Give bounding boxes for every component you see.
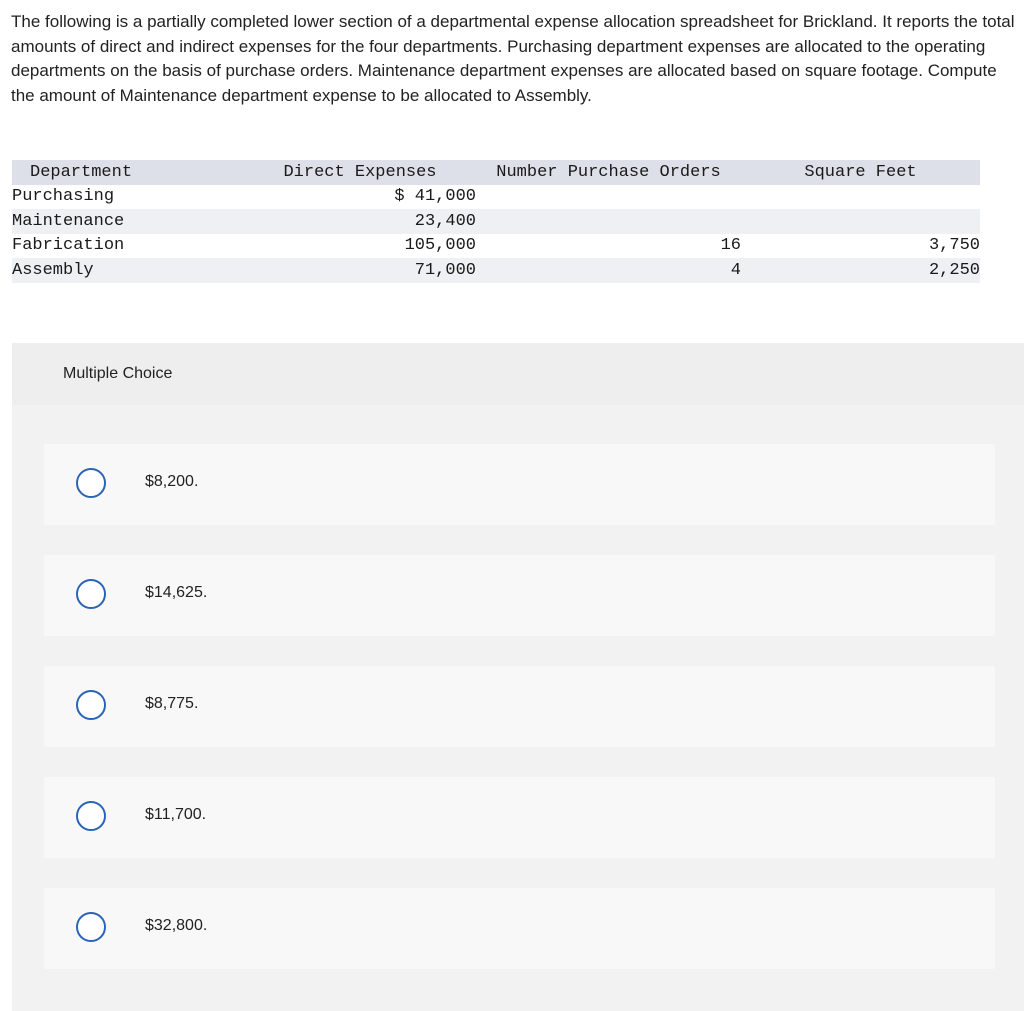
radio-button-icon[interactable] (76, 468, 106, 498)
choice-label[interactable]: $8,200. (145, 473, 199, 490)
multiple-choice-panel (12, 343, 1024, 1011)
direct-expenses-cell: 23,400 (414, 211, 476, 231)
radio-button-icon[interactable] (76, 690, 106, 720)
expense-table-container (12, 160, 980, 283)
square-feet-cell (741, 209, 980, 234)
table-row (12, 185, 980, 210)
purchase-orders-cell: 16 (720, 236, 741, 256)
purchase-orders-cell (476, 185, 741, 210)
square-feet-cell: 2,250 (928, 260, 980, 280)
department-cell: Maintenance (12, 211, 125, 231)
table-row (12, 234, 980, 259)
direct-expenses-cell: $ 41,000 (394, 187, 476, 207)
department-cell: Purchasing (12, 187, 115, 207)
direct-expenses-cell: 105,000 (404, 236, 476, 256)
choice-option-3[interactable] (44, 666, 995, 747)
table-row (12, 209, 980, 234)
choice-option-1[interactable] (44, 444, 995, 525)
purchase-orders-cell: 4 (730, 260, 741, 280)
direct-expenses-cell: 71,000 (414, 260, 476, 280)
square-feet-cell (741, 185, 980, 210)
radio-button-icon[interactable] (76, 801, 106, 831)
square-feet-cell: 3,750 (928, 236, 980, 256)
choice-label[interactable]: $8,775. (145, 695, 199, 712)
choice-option-4[interactable] (44, 777, 995, 858)
department-cell: Assembly (12, 260, 94, 280)
choice-option-2[interactable] (44, 555, 995, 636)
multiple-choice-header (12, 343, 1024, 405)
header-department: Department (30, 162, 133, 182)
choice-label[interactable]: $32,800. (145, 917, 208, 934)
expense-allocation-table (12, 160, 980, 283)
choice-option-5[interactable] (44, 888, 995, 969)
question-text: The following is a partially completed lower section of a departmental expense allocation spreadsheet for Brickland. It reports the total amounts of direct and indirect expenses for the four departments. Purchasing department expenses are allocated to the operating departments on the basis of purchase orders. Maintenance department expenses are allocated based on square footage. Compute the amount of Maintenance department expense to be allocated to Assembly. (11, 12, 1015, 105)
multiple-choice-title: Multiple Choice (63, 365, 173, 382)
choice-label[interactable]: $11,700. (145, 806, 207, 823)
radio-button-icon[interactable] (76, 579, 106, 609)
purchase-orders-cell (476, 209, 741, 234)
table-row (12, 258, 980, 283)
choice-label[interactable]: $14,625. (145, 584, 208, 601)
table-header-row (12, 160, 980, 185)
header-direct-expenses: Direct Expenses (283, 162, 437, 182)
department-cell: Fabrication (12, 236, 125, 256)
radio-button-icon[interactable] (76, 912, 106, 942)
header-purchase-orders: Number Purchase Orders (496, 162, 721, 182)
header-square-feet: Square Feet (804, 162, 917, 182)
